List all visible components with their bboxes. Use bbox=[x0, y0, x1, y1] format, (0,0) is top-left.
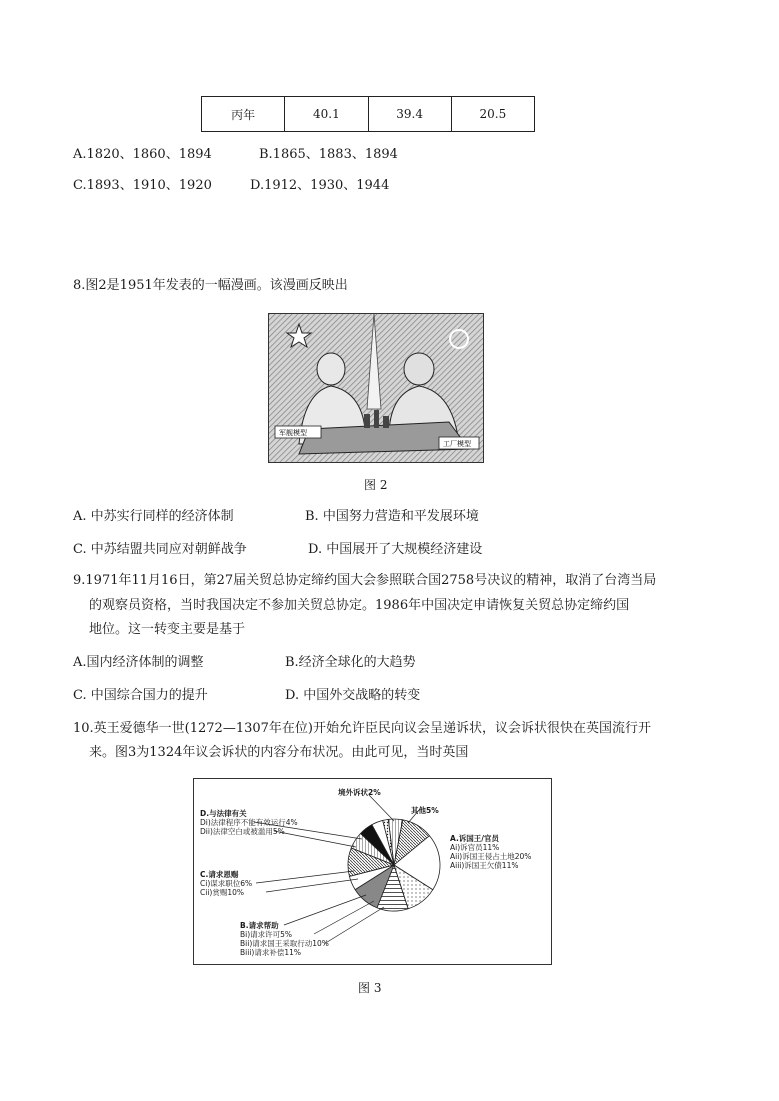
q8-option-c[interactable]: C. 中苏结盟共同应对朝鲜战争 bbox=[73, 542, 247, 557]
cartoon-label-right: 工厂模型 bbox=[443, 440, 471, 448]
slice-label-bi: Bi)请求许可5% bbox=[240, 930, 293, 939]
q8-option-b[interactable]: B. 中国努力营造和平发展环境 bbox=[305, 509, 479, 524]
group-label-c: C.请求恩赐 bbox=[200, 870, 239, 879]
leader-line-1 bbox=[274, 831, 356, 847]
cartoon-illustration bbox=[269, 314, 483, 462]
leader-line-3 bbox=[266, 879, 358, 892]
q7-option-c[interactable]: C.1893、1910、1920 bbox=[73, 178, 212, 193]
leader-line-4 bbox=[284, 895, 366, 925]
slice-label-ci: Ci)谋求职位6% bbox=[200, 879, 253, 888]
slice-label-di: Di)法律程序不能有效运行4% bbox=[200, 818, 298, 827]
q9-option-b[interactable]: B.经济全球化的大趋势 bbox=[285, 655, 416, 670]
q9-option-d[interactable]: D. 中国外交战略的转变 bbox=[285, 688, 421, 703]
figure-3-caption: 图 3 bbox=[358, 981, 382, 995]
q7-option-a[interactable]: A.1820、1860、1894 bbox=[73, 147, 212, 162]
figure-2-caption: 图 2 bbox=[364, 478, 388, 492]
slice-label-aiii: Aiii)诉国王欠债11% bbox=[450, 861, 519, 870]
q9-stem-line-1: 9.1971年11月16日，第27届关贸总协定缔约国大会参照联合国2758号决议的精神，取消了台湾当局 bbox=[73, 573, 657, 588]
leader-line-7 bbox=[369, 795, 394, 821]
slice-label-cii: Cii)赏赐10% bbox=[200, 888, 245, 897]
slice-label-bii: Bii)请求国王采取行动10% bbox=[240, 939, 329, 948]
slice-label-ai: Ai)诉官员11% bbox=[450, 843, 500, 852]
table-cell-2: 39.4 bbox=[369, 97, 452, 131]
q9-option-a[interactable]: A.国内经济体制的调整 bbox=[73, 655, 204, 670]
q9-option-c[interactable]: C. 中国综合国力的提升 bbox=[73, 688, 208, 703]
pie-chart-figure bbox=[193, 778, 552, 965]
q7-option-d[interactable]: D.1912、1930、1944 bbox=[250, 178, 390, 193]
q8-stem: 8.图2是1951年发表的一幅漫画。该漫画反映出 bbox=[73, 278, 348, 293]
leader-line-6 bbox=[324, 907, 384, 944]
table-cell-1: 40.1 bbox=[285, 97, 368, 131]
slice-label-other: 其他5% bbox=[411, 806, 439, 815]
q10-stem-line-1: 10.英王爱德华一世(1272—1307年在位)开始允许臣民向议会呈递诉状，议会诉状很快在英国流行开 bbox=[73, 721, 651, 736]
table-cell-year: 丙年 bbox=[202, 97, 285, 131]
q9-stem-line-3: 地位。这一转变主要是基于 bbox=[89, 622, 246, 637]
data-table-row bbox=[201, 96, 535, 132]
group-label-a: A.诉国王/官员 bbox=[450, 834, 500, 843]
group-label-b: B.请求帮助 bbox=[240, 921, 279, 930]
table-cell-3: 20.5 bbox=[479, 107, 507, 121]
q8-option-a[interactable]: A. 中苏实行同样的经济体制 bbox=[73, 509, 234, 524]
q8-option-d[interactable]: D. 中国展开了大规模经济建设 bbox=[308, 542, 483, 557]
q9-stem-line-2: 的观察员资格，当时我国决定不参加关贸总协定。1986年中国决定申请恢复关贸总协定缔约国 bbox=[89, 598, 630, 613]
slice-label-aii: Aii)诉国王侵占土地20% bbox=[450, 852, 532, 861]
slice-label-foreign: 境外诉状2% bbox=[338, 788, 381, 797]
group-label-d: D.与法律有关 bbox=[200, 809, 247, 818]
slice-label-biii: Biii)请求补偿11% bbox=[240, 948, 301, 957]
leader-line-5 bbox=[314, 901, 374, 934]
cartoon-figure bbox=[268, 313, 484, 463]
cartoon-label-left: 军舰模型 bbox=[279, 429, 307, 437]
q10-stem-line-2: 来。图3为1324年议会诉状的内容分布状况。由此可见，当时英国 bbox=[89, 745, 469, 760]
slice-label-dii: Dii)法律空白或被滥用5% bbox=[200, 827, 285, 836]
q7-option-b[interactable]: B.1865、1883、1894 bbox=[259, 147, 398, 162]
leader-line-2 bbox=[256, 871, 354, 883]
